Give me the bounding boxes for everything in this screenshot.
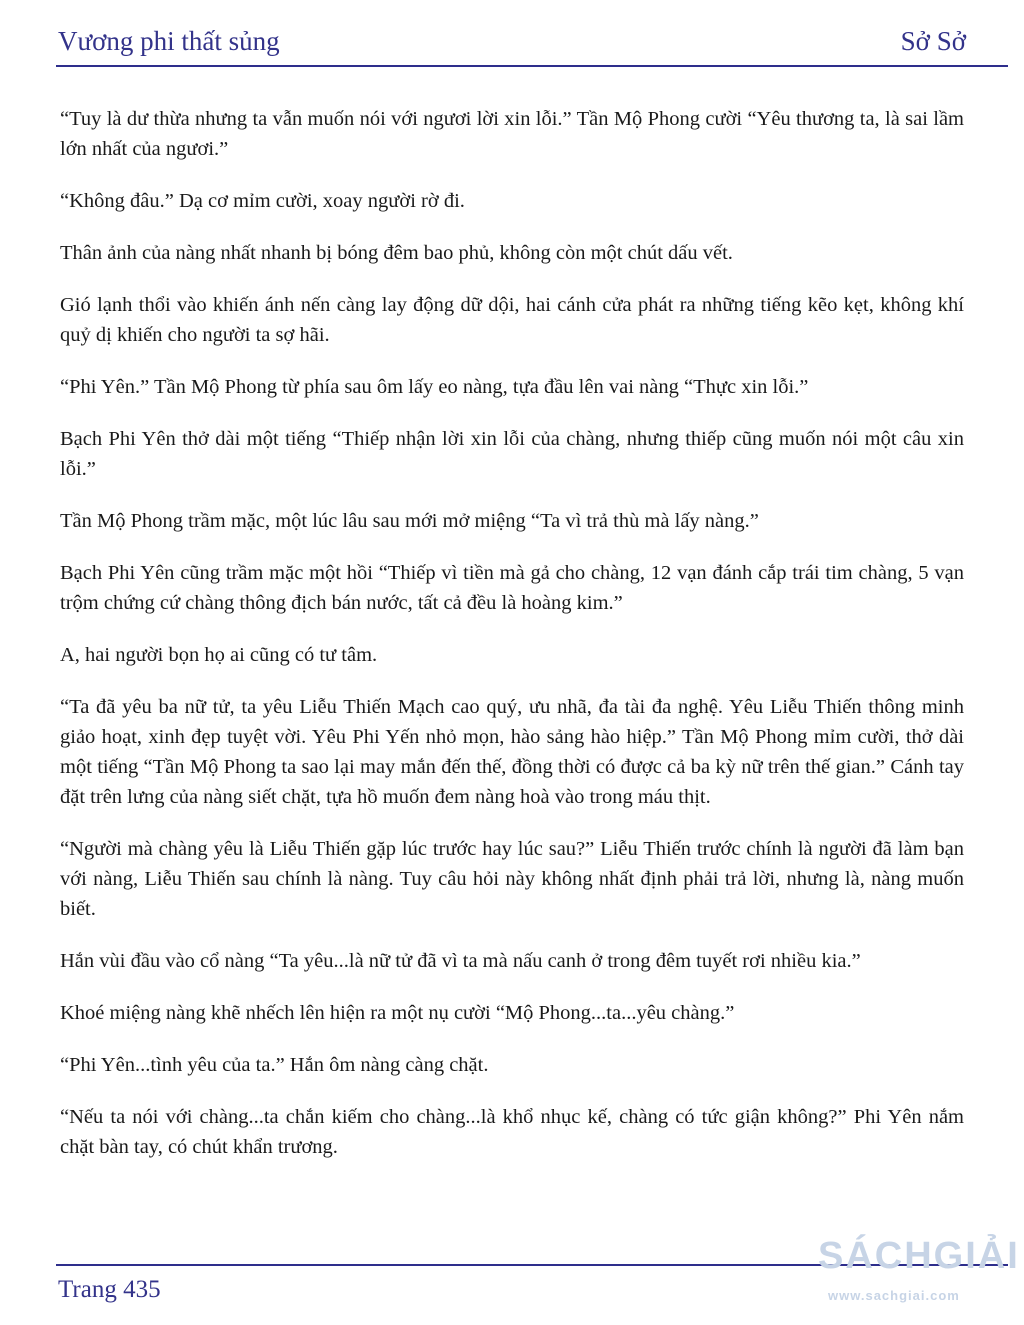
author-name: Sở Sở bbox=[900, 26, 966, 56]
header-divider bbox=[56, 65, 1008, 67]
page-number: Trang 435 bbox=[58, 1276, 161, 1303]
paragraph: A, hai người bọn họ ai cũng có tư tâm. bbox=[60, 644, 378, 666]
paragraph: Hắn vùi đầu vào cổ nàng “Ta yêu...là nữ tử đã vì ta mà nấu canh ở trong đêm tuyết rơi nhiều kia.” bbox=[60, 950, 861, 972]
book-title: Vương phi thất sủng bbox=[58, 26, 280, 56]
paragraph: “Không đâu.” Dạ cơ mỉm cười, xoay người rờ đi. bbox=[60, 190, 465, 212]
watermark bbox=[818, 1236, 1024, 1303]
paragraph: “Phi Yên.” Tần Mộ Phong từ phía sau ôm lấy eo nàng, tựa đầu lên vai nàng “Thực xin lỗi.” bbox=[60, 376, 809, 398]
paragraph: Tần Mộ Phong trầm mặc, một lúc lâu sau mới mở miệng “Ta vì trả thù mà lấy nàng.” bbox=[60, 510, 759, 532]
paragraph: Khoé miệng nàng khẽ nhếch lên hiện ra một nụ cười “Mộ Phong...ta...yêu chàng.” bbox=[60, 1002, 735, 1024]
paragraph: “Tuy là dư thừa nhưng ta vẫn muốn nói với ngươi lời xin lỗi.” Tần Mộ Phong cười “Yêu thương ta, là sai lầm lớn nhất của ngươi.” bbox=[60, 108, 964, 160]
watermark-url: www.sachgiai.com bbox=[828, 1288, 960, 1303]
paragraph: Gió lạnh thổi vào khiến ánh nến càng lay động dữ dội, hai cánh cửa phát ra những tiếng kẽo kẹt, không khí quỷ dị khiến cho người ta sợ hãi. bbox=[60, 294, 964, 346]
paragraph: Bạch Phi Yên cũng trầm mặc một hồi “Thiếp vì tiền mà gả cho chàng, 12 vạn đánh cắp trái tim chàng, 5 vạn trộm chứng cứ chàng thông địch bán nước, tất cả đều là hoàng kim.” bbox=[60, 562, 964, 614]
page-body bbox=[60, 104, 964, 1184]
paragraph: Bạch Phi Yên thở dài một tiếng “Thiếp nhận lời xin lỗi của chàng, nhưng thiếp cũng muốn nói một câu xin lỗi.” bbox=[60, 428, 964, 480]
paragraph: “Nếu ta nói với chàng...ta chắn kiếm cho chàng...là khổ nhục kế, chàng có tức giận không?” Phi Yên nắm chặt bàn tay, có chút khẩn trương. bbox=[60, 1106, 964, 1158]
paragraph: Thân ảnh của nàng nhất nhanh bị bóng đêm bao phủ, không còn một chút dấu vết. bbox=[60, 242, 733, 264]
paragraph: “Người mà chàng yêu là Liễu Thiến gặp lúc trước hay lúc sau?” Liễu Thiến trước chính là người đã làm bạn với nàng, Liễu Thiến sau chính là nàng. Tuy câu hỏi này không nhất định phải trả lời, nhưng là, nàng muốn biết. bbox=[60, 838, 964, 920]
watermark-logo: SÁCHGIẢI bbox=[818, 1235, 1020, 1277]
paragraph: “Ta đã yêu ba nữ tử, ta yêu Liễu Thiến Mạch cao quý, ưu nhã, đa tài đa nghệ. Yêu Liễu Thiến thông minh giảo hoạt, xinh đẹp tuyệt vời. Yêu Phi Yến nhỏ mọn, hào sảng hào hiệp.” Tần Mộ Phong mỉm cười, thở dài một tiếng “Tần Mộ Phong ta sao lại may mắn đến thế, đồng thời có được cả ba kỳ nữ trên thế gian.” Cánh tay đặt trên lưng của nàng siết chặt, tựa hồ muốn đem nàng hoà vào trong máu thịt. bbox=[60, 696, 964, 808]
paragraph: “Phi Yên...tình yêu của ta.” Hắn ôm nàng càng chặt. bbox=[60, 1054, 489, 1076]
